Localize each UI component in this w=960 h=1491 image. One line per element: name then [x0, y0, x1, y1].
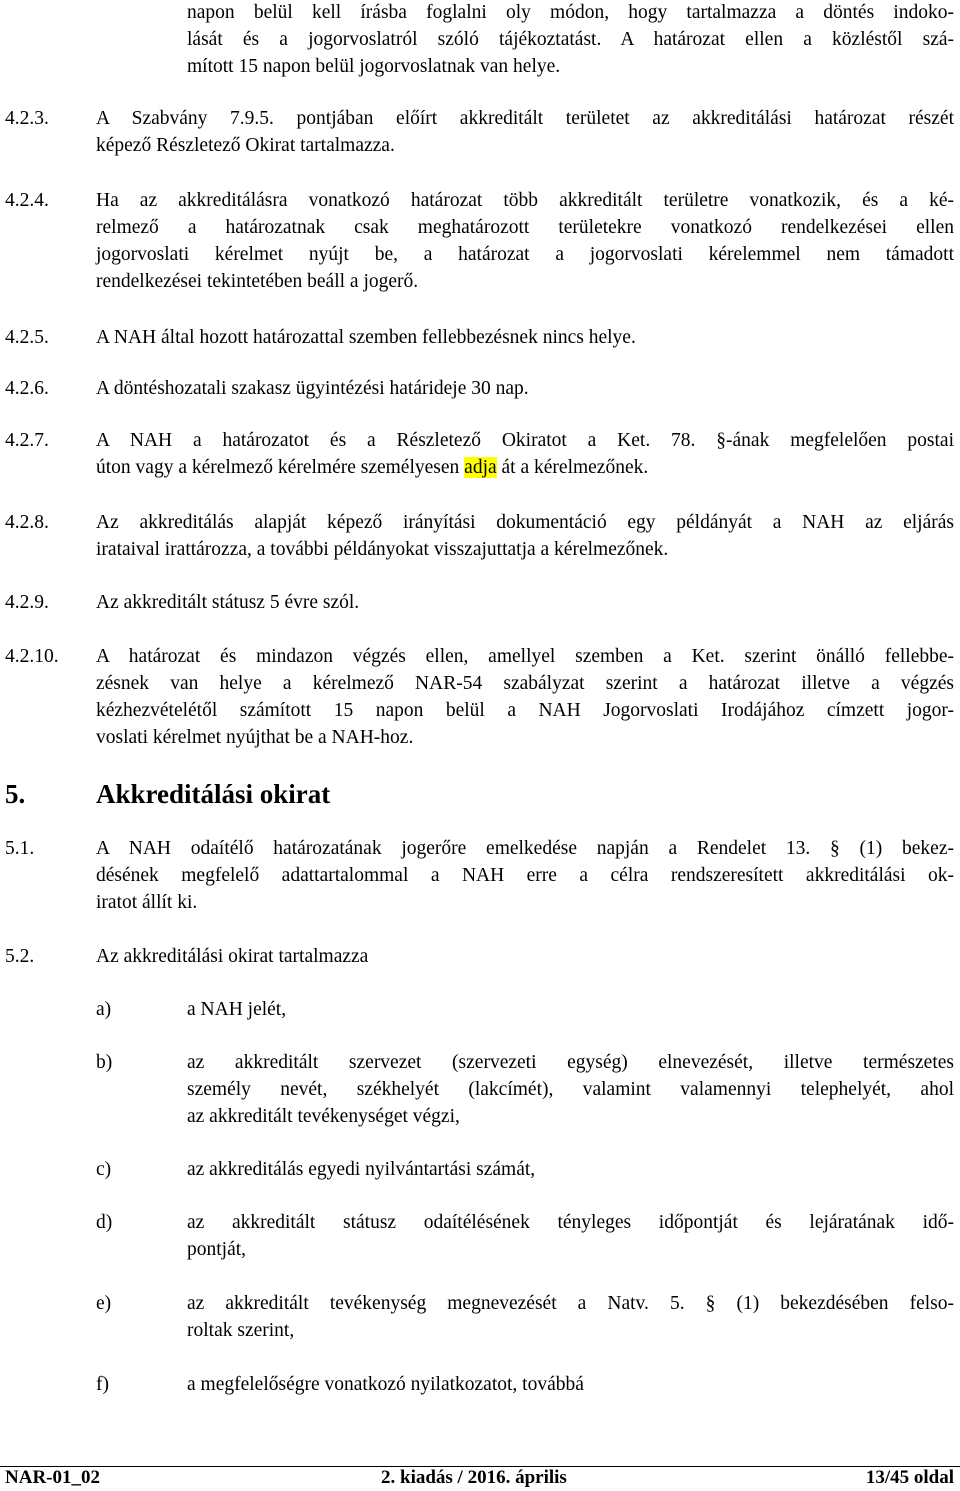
list-marker: d) — [96, 1212, 113, 1233]
text-line: az akkreditált szervezet (szervezeti egység) elnevezését, illetve természetes — [187, 1052, 954, 1073]
text-line: az akkreditált státusz odaítélésének tényleges időpontját és lejáratának idő- — [187, 1212, 954, 1233]
text-line: relmező a határozatnak csak meghatározott területekre vonatkozó rendelkezései ellen — [96, 217, 954, 238]
section-text: A NAH által hozott határozattal szemben fellebbezésnek nincs helye. — [96, 327, 636, 348]
highlighted-word: adja — [464, 457, 497, 478]
section-text: Az akkreditálási okirat tartalmazza — [96, 946, 369, 967]
text-line: pontját, — [187, 1239, 247, 1260]
list-marker: b) — [96, 1052, 113, 1073]
section-number: 4.2.7. — [5, 430, 49, 451]
section-number: 5.2. — [5, 946, 35, 967]
footer-page-number: 13/45 oldal — [865, 1467, 954, 1488]
text-line: A határozat és mindazon végzés ellen, amellyel szemben a Ket. szerint önálló fellebbe- — [96, 646, 954, 667]
heading-number: 5. — [5, 779, 26, 809]
text-line: A Szabvány 7.9.5. pontjában előírt akkreditált területet az akkreditálási határozat részét — [96, 108, 954, 129]
text-line: személy nevét, székhelyét (lakcímét), valamint valamennyi telephelyét, ahol — [187, 1079, 954, 1100]
text-line: lását és a jogorvoslatról szóló tájékoztatást. A határozat ellen a közléstől szá- — [187, 29, 954, 50]
text-line: désének megfelelő adattartalommal a NAH erre a célra rendszeresített akkreditálási ok- — [96, 865, 954, 886]
text-line: mított 15 napon belül jogorvoslatnak van helye. — [187, 56, 561, 77]
section-number: 4.2.5. — [5, 327, 49, 348]
text-line: Az akkreditálás alapját képező irányítási dokumentáció egy példányát a NAH az eljárás — [96, 512, 954, 533]
text-line: zésnek van helye a kérelmező NAR-54 szabályzat szerint a határozat illetve a végzés — [96, 673, 954, 694]
text-line: voslati kérelmet nyújthat be a NAH-hoz. — [96, 727, 414, 748]
text-line: iratot állít ki. — [96, 892, 198, 913]
footer-edition: 2. kiadás / 2016. április — [381, 1467, 567, 1488]
heading-title: Akkreditálási okirat — [96, 779, 331, 809]
section-number: 4.2.10. — [5, 646, 59, 667]
text-line: jogorvoslati kérelmet nyújt be, a határozat a jogorvoslati kérelemmel nem támadott — [96, 244, 954, 265]
section-number: 4.2.6. — [5, 378, 49, 399]
section-text: Az akkreditált státusz 5 évre szól. — [96, 592, 360, 613]
text-line: napon belül kell írásba foglalni oly módon, hogy tartalmazza a döntés indoko- — [187, 2, 954, 23]
list-marker: a) — [96, 999, 112, 1020]
footer-document-code: NAR-01_02 — [5, 1467, 100, 1488]
text-line: A NAH odaítélő határozatának jogerőre emelkedése napján a Rendelet 13. § (1) bekez- — [96, 838, 954, 859]
section-text: A döntéshozatali szakasz ügyintézési határideje 30 nap. — [96, 378, 529, 399]
section-number: 4.2.8. — [5, 512, 49, 533]
text-line: kézhezvételétől számított 15 napon belül a NAH Jogorvoslati Irodájához címzett jogor- — [96, 700, 954, 721]
text-line: a megfelelőségre vonatkozó nyilatkozatot, továbbá — [187, 1374, 584, 1395]
text-line: az akkreditálás egyedi nyilvántartási számát, — [187, 1159, 536, 1180]
list-marker: e) — [96, 1293, 112, 1314]
text-line: az akkreditált tevékenység megnevezését a Natv. 5. § (1) bekezdésében felso- — [187, 1293, 954, 1314]
section-number: 5.1. — [5, 838, 35, 859]
text-line: a NAH jelét, — [187, 999, 287, 1020]
list-marker: c) — [96, 1159, 112, 1180]
text-line: rendelkezései tekintetében beáll a jogerő. — [96, 271, 419, 292]
text-line: az akkreditált tevékenységet végzi, — [187, 1106, 460, 1127]
list-marker: f) — [96, 1374, 109, 1395]
text-fragment: át a kérelmezőnek. — [496, 457, 649, 478]
text-line — [96, 454, 954, 481]
text-line: képező Részletező Okirat tartalmazza. — [96, 135, 395, 156]
text-line: Ha az akkreditálásra vonatkozó határozat több akkreditált területre vonatkozik, és a ké- — [96, 190, 954, 211]
text-line: roltak szerint, — [187, 1320, 295, 1341]
section-number: 4.2.3. — [5, 108, 49, 129]
text-fragment: úton vagy a kérelmező kérelmére személyesen — [96, 457, 465, 478]
section-number: 4.2.9. — [5, 592, 49, 613]
section-number: 4.2.4. — [5, 190, 49, 211]
text-line: A NAH a határozatot és a Részletező Okiratot a Ket. 78. §-ának megfelelően postai — [96, 430, 954, 451]
text-line: irataival irattározza, a további példányokat visszajuttatja a kérelmezőnek. — [96, 539, 669, 560]
